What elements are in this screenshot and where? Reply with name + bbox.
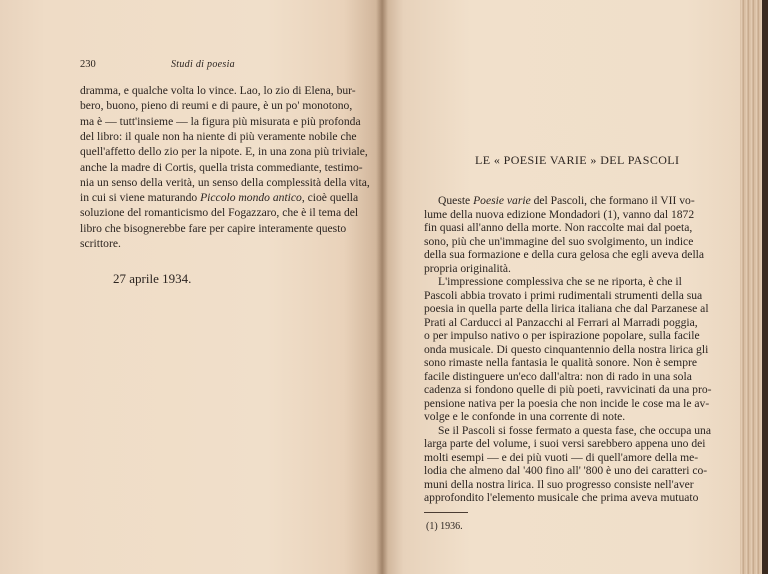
text-line: molti esempi — e dei più vuoti — di quell'amore della me- (424, 450, 699, 464)
right-page (382, 0, 740, 574)
page-number: 230 (80, 59, 96, 70)
text-line: larga parte del volume, i suoi versi sarebbero appena uno dei (424, 437, 706, 450)
text-line: nia un senso della verità, un senso della complessità della vita, (80, 175, 370, 189)
text-line: sono rimaste nella fantasia le qualità sonore. Non è sempre (424, 356, 698, 369)
book-cover-edge (762, 0, 768, 574)
italic-title: Piccolo mondo antico (200, 191, 302, 205)
text-line: ma è — tutt'insieme — la figura più misurata e più profonda (80, 114, 361, 128)
text-line: propria originalità. (424, 261, 511, 275)
text-line: onda musicale. Di questo cinquantennio della nostra lirica gli (424, 342, 709, 356)
text-line: pensione nativa per la poesia che non incide le cose ma le av- (424, 396, 710, 410)
left-page (0, 0, 382, 574)
essay-title: LE « POESIE VARIE » DEL PASCOLI (475, 153, 680, 167)
text-line: dramma, e qualche volta lo vince. Lao, lo zio di Elena, bur- (80, 84, 356, 97)
text-line: fin quasi all'anno della morte. Non raccolte mai dal poeta, (424, 221, 693, 234)
book-gutter (376, 0, 388, 574)
footnote-rule (424, 512, 468, 513)
text-line: sono, più che un'immagine del suo svolgimento, un indice (424, 234, 694, 248)
text-line: cadenza si fondono quelle di più poeti, ravvicinati da una pro- (424, 383, 712, 396)
text-line: libro che bisognerebbe fare per capire interamente questo (80, 221, 347, 235)
text-line: anche la madre di Cortis, quella trista commediante, testimo- (80, 160, 363, 174)
text-line: del libro: il quale non ha niente di più veramente nobile che (80, 129, 357, 143)
text-line: Prati al Carducci al Panzacchi al Ferrari al Marradi poggia, (424, 315, 698, 329)
text-line: bero, buono, pieno di reumi e di paure, è un po' monotono, (80, 99, 353, 113)
text-line: approfondito l'elemento musicale che prima aveva mutuato (424, 491, 699, 504)
text-line: muni della nostra lirica. Il suo progresso consiste nell'aver (424, 477, 694, 491)
text-line: scrittore. (80, 237, 121, 250)
text-line: volge e le confonde in una corrente di note. (424, 410, 626, 423)
text-line: Pascoli abbia trovato i primi rudimentali strumenti della sua (424, 288, 703, 302)
italic-title: Poesie varie (473, 194, 531, 207)
text-line: lodia che almeno dal '400 fino all' '800 è uno dei caratteri co- (424, 464, 708, 477)
text-line: o per impulso nativo o per ispirazione popolare, sulla facile (424, 329, 700, 342)
running-title: Studi di poesia (171, 59, 235, 70)
text-line: soluzione del romanticismo del Fogazzaro, che è il tema del (80, 206, 359, 220)
text-line: lume della nuova edizione Mondadori (1), vanno dal 1872 (424, 207, 695, 221)
text-line: facile distinguere un'eco dall'altra: non di rado in una sola (424, 369, 692, 383)
footnote: (1) 1936. (426, 521, 463, 532)
text-line: poesia in quella parte della lirica italiana che dal Parzanese al (424, 302, 709, 315)
text-line: Queste Poesie varie del Pascoli, che formano il VII vo- (438, 194, 695, 207)
date-line: 27 aprile 1934. (113, 271, 192, 287)
text-line: quell'affetto dello zio per la nipote. E, in una zona più triviale, (80, 145, 368, 159)
text-line: della sua formazione e della cura gelosa che egli aveva della (424, 248, 705, 261)
text-line: Se il Pascoli si fosse fermato a questa fase, che occupa una (438, 423, 712, 437)
text-line: L'impressione complessiva che se ne riporta, è che il (438, 275, 682, 288)
text-line: in cui si viene maturando Piccolo mondo antico, cioè quella (80, 191, 359, 205)
